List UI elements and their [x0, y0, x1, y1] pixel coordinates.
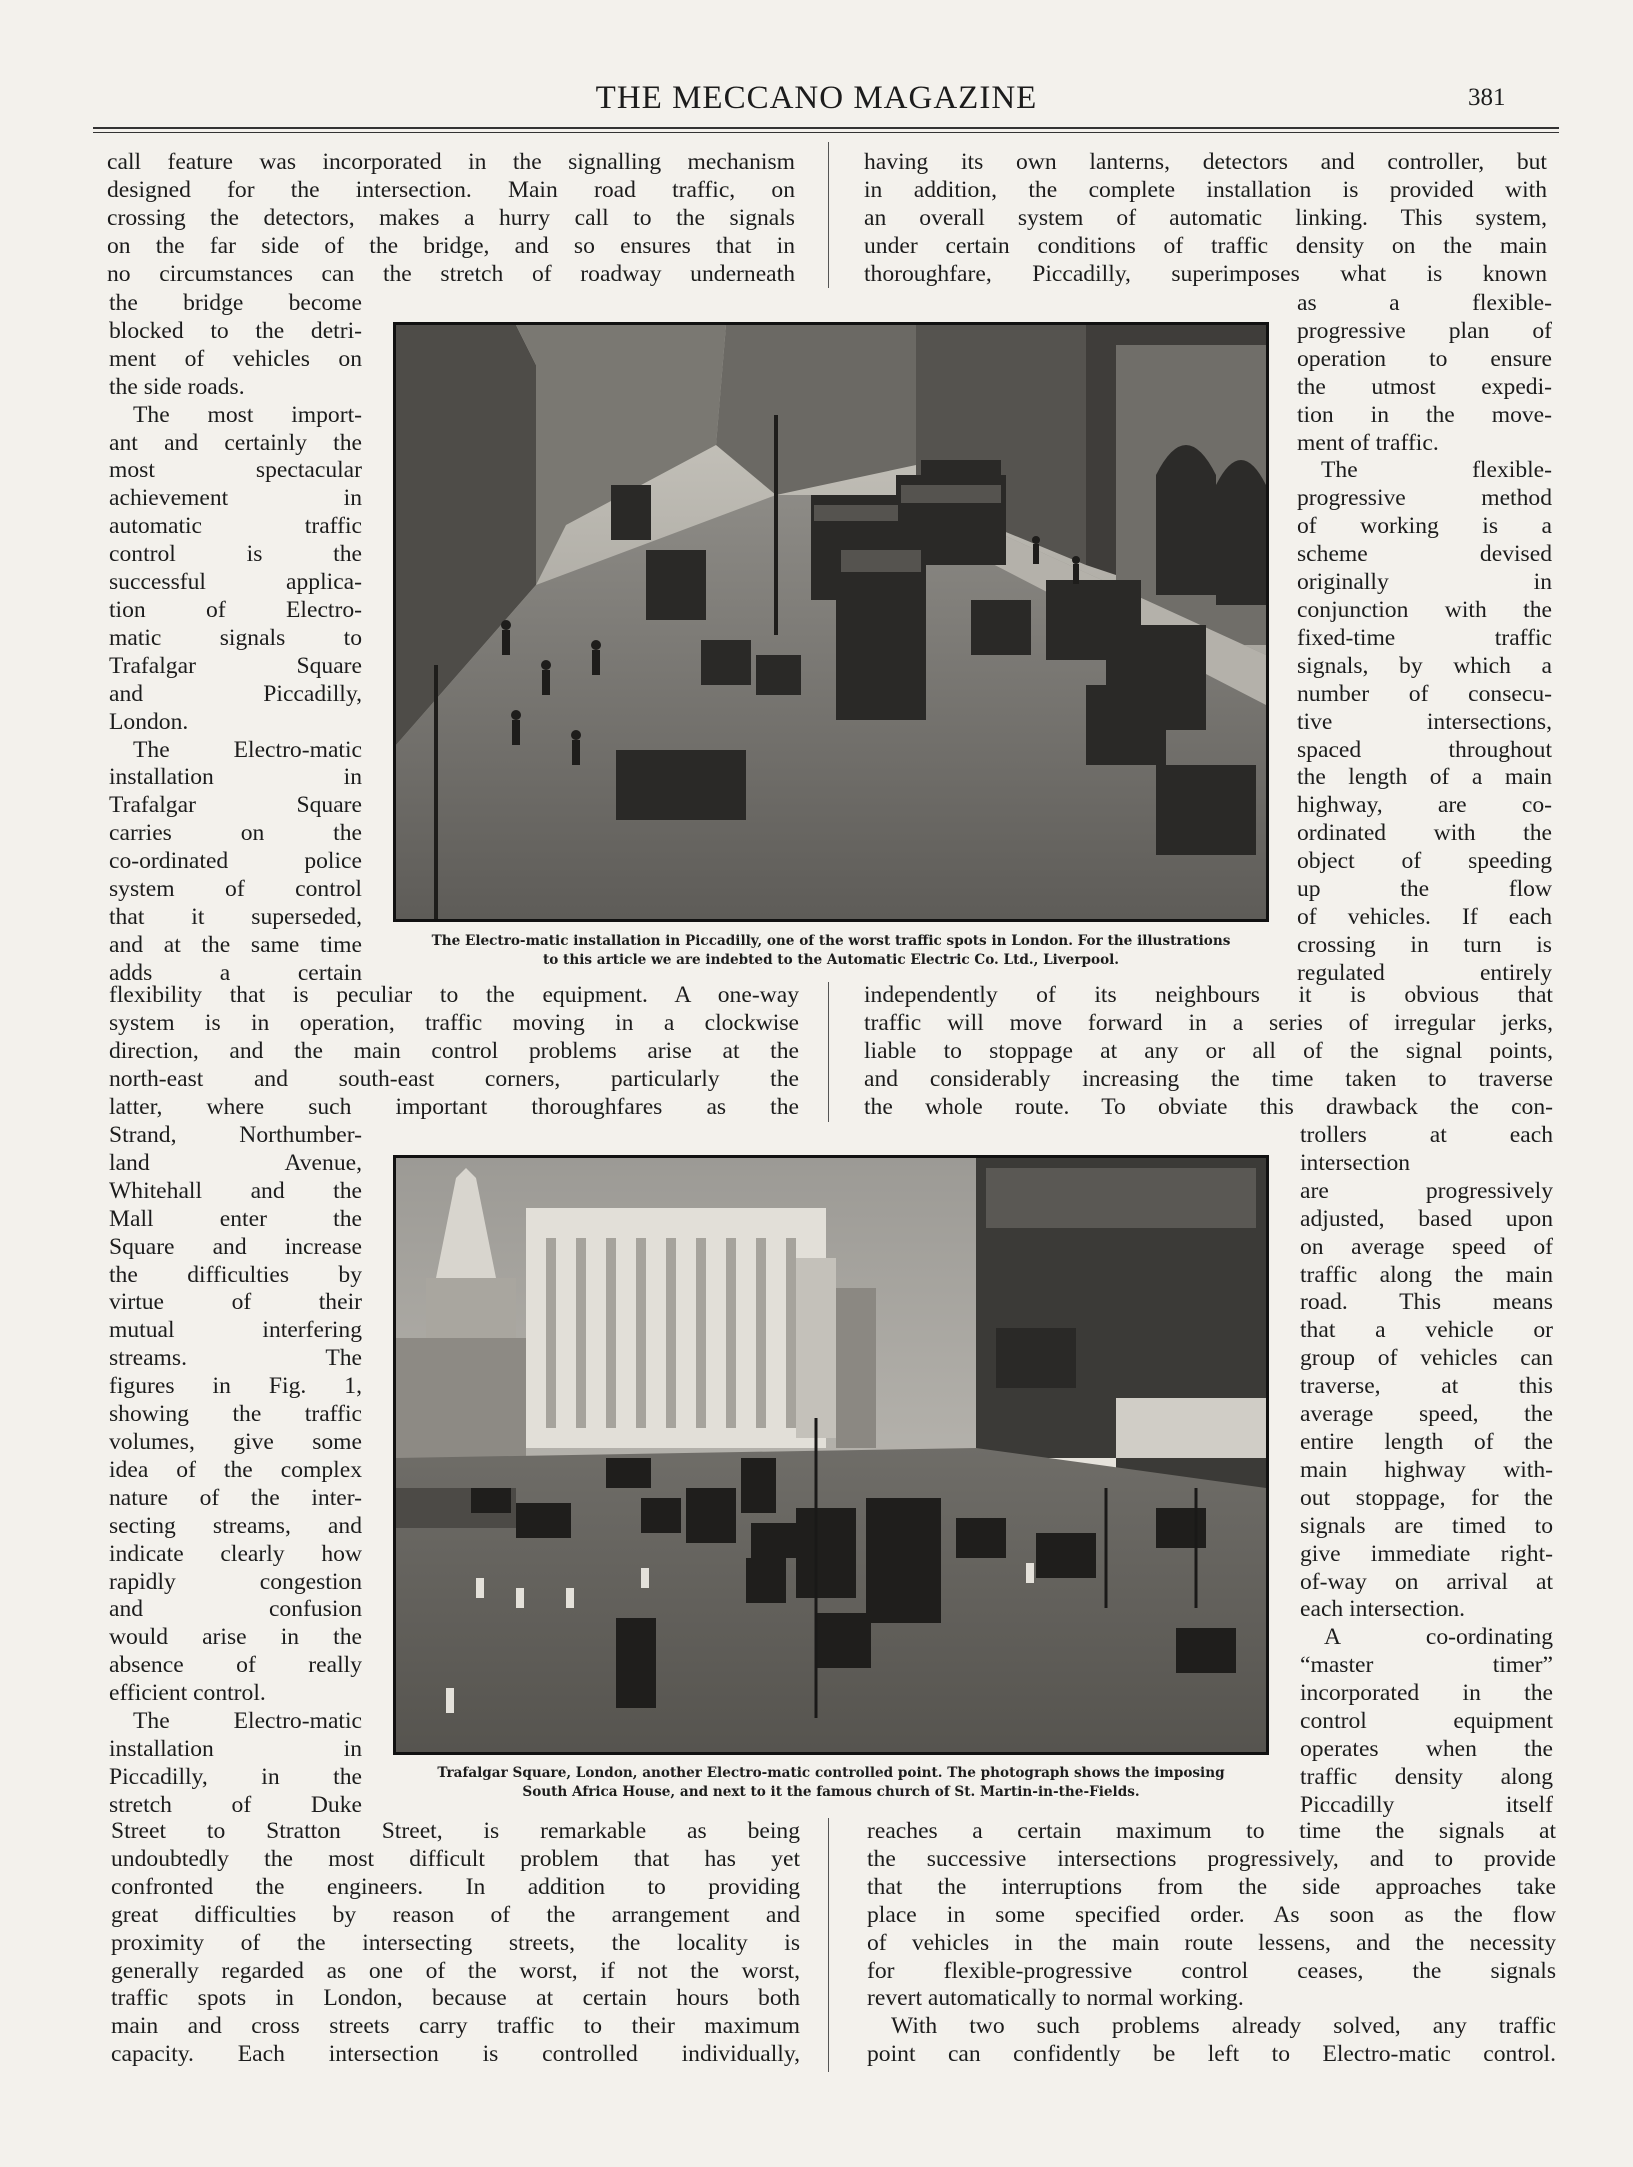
text-line: direction, and the main control problems arise at the — [109, 1037, 799, 1064]
text-line: Trafalgar Square — [109, 652, 362, 679]
text-line: matic signals to — [109, 624, 362, 651]
text-line: Square and increase — [109, 1233, 362, 1260]
text-top-right — [864, 149, 1547, 289]
header-rule-thin — [93, 132, 1559, 133]
text-line: Whitehall and the — [109, 1177, 362, 1204]
text-line: group of vehicles can — [1300, 1345, 1553, 1372]
text-line: tion of Electro- — [109, 596, 362, 623]
text-line: give immediate right- — [1300, 1540, 1553, 1567]
text-line: volumes, give some — [109, 1428, 362, 1455]
text-line: progressive method — [1297, 485, 1552, 512]
page-number: 381 — [1468, 84, 1506, 111]
text-line: efficient control. — [109, 1680, 266, 1707]
text-line: figures in Fig. 1, — [109, 1373, 362, 1400]
text-line: system is in operation, traffic moving in a clockwise — [109, 1009, 799, 1036]
text-line: traffic spots in London, because at certain hours both — [111, 1985, 800, 2012]
column-divider — [828, 982, 829, 1122]
caption-line: The Electro-matic installation in Piccadilly, one of the worst traffic spots in London. For the illustrations — [431, 933, 1231, 949]
text-line: operation to ensure — [1297, 345, 1552, 372]
text-line: system of control — [109, 876, 362, 903]
text-line: The flexible- — [1321, 457, 1552, 484]
caption-line: Trafalgar Square, London, another Electro-matic controlled point. The photograph shows the imposing — [437, 1765, 1225, 1781]
text-line: adjusted, based upon — [1300, 1205, 1553, 1232]
text-line: traffic along the main — [1300, 1261, 1553, 1288]
text-line: thoroughfare, Piccadilly, superimposes what is known — [864, 260, 1547, 287]
text-line: capacity. Each intersection is controlled individually, — [111, 2041, 800, 2068]
text-left-column-2 — [109, 1122, 362, 1820]
text-line: the utmost expedi- — [1297, 373, 1552, 400]
text-line: of vehicles. If each — [1297, 903, 1552, 930]
text-line: progressive plan of — [1297, 317, 1552, 344]
text-line: The Electro-matic — [133, 736, 362, 763]
text-line: main and cross streets carry traffic to their maximum — [111, 2013, 800, 2040]
text-line: the side roads. — [109, 373, 245, 400]
text-line: mutual interfering — [109, 1317, 362, 1344]
text-top-left — [107, 149, 795, 289]
piccadilly-street-image — [396, 325, 1266, 919]
photo-piccadilly — [393, 322, 1269, 922]
text-line: idea of the complex — [109, 1456, 362, 1483]
text-line: flexibility that is peculiar to the equipment. A one-way — [109, 982, 799, 1008]
text-line: highway, are co- — [1297, 792, 1552, 819]
text-line: independently of its neighbours it is obvious that — [864, 982, 1553, 1008]
text-line: on the far side of the bridge, and so ensures that in — [107, 232, 795, 259]
text-line: trollers at each — [1300, 1122, 1553, 1148]
text-line: no circumstances can the stretch of roadway underneath — [107, 260, 795, 287]
text-line: under certain conditions of traffic density on the main — [864, 232, 1547, 259]
text-line: scheme devised — [1297, 541, 1552, 568]
text-mid-left — [109, 982, 799, 1122]
text-line: each intersection. — [1300, 1596, 1466, 1623]
text-line: installation in — [109, 764, 362, 791]
text-line: ment of vehicles on — [109, 345, 362, 372]
text-line: generally regarded as one of the worst, if not the worst, — [111, 1957, 800, 1984]
text-line: in addition, the complete installation is provided with — [864, 176, 1547, 203]
text-line: blocked to the detri- — [109, 317, 362, 344]
text-line: ordinated with the — [1297, 820, 1552, 847]
text-line: adds a certain — [109, 959, 362, 986]
text-line: signals, by which a — [1297, 652, 1552, 679]
text-line: incorporated in the — [1300, 1680, 1553, 1707]
text-line: and Piccadilly, — [109, 680, 362, 707]
text-line: crossing the detectors, makes a hurry call to the signals — [107, 204, 795, 231]
text-line: intersection — [1300, 1149, 1411, 1176]
text-line: most spectacular — [109, 457, 362, 484]
text-line: designed for the intersection. Main road traffic, on — [107, 176, 795, 203]
text-line: tive intersections, — [1297, 708, 1552, 735]
text-line: Trafalgar Square — [109, 792, 362, 819]
text-right-column-2 — [1300, 1122, 1553, 1820]
text-line: ant and certainly the — [109, 429, 362, 456]
header-rule — [93, 127, 1559, 129]
caption-line: to this article we are indebted to the Automatic Electric Co. Ltd., Liverpool. — [542, 952, 1120, 968]
text-line: signals are timed to — [1300, 1512, 1553, 1539]
text-line: the successive intersections progressively, and to provide — [867, 1845, 1556, 1872]
text-line: carries on the — [109, 820, 362, 847]
text-line: Piccadilly itself — [1300, 1791, 1553, 1818]
text-line: object of speeding — [1297, 848, 1552, 875]
text-line: control equipment — [1300, 1708, 1553, 1735]
text-mid-right — [864, 982, 1553, 1122]
text-left-column-1 — [109, 290, 362, 988]
text-line: undoubtedly the most difficult problem that has yet — [111, 1845, 800, 1872]
text-line: of vehicles in the main route lessens, and the necessity — [867, 1929, 1556, 1956]
text-line: traverse, at this — [1300, 1373, 1553, 1400]
magazine-title: THE MECCANO MAGAZINE — [595, 80, 1038, 116]
text-line: that the interruptions from the side approaches take — [867, 1873, 1556, 1900]
text-line: “master timer” — [1300, 1652, 1553, 1679]
text-line: regulated entirely — [1297, 959, 1552, 986]
text-line: traffic will move forward in a series of irregular jerks, — [864, 1009, 1553, 1036]
text-line: great difficulties by reason of the arrangement and — [111, 1901, 800, 1928]
text-line: that a vehicle or — [1300, 1317, 1553, 1344]
text-line: call feature was incorporated in the signalling mechanism — [107, 149, 795, 175]
text-line: are progressively — [1300, 1177, 1553, 1204]
text-line: of working is a — [1297, 513, 1552, 540]
text-line: The most import- — [133, 401, 362, 428]
text-line: crossing in turn is — [1297, 931, 1552, 958]
column-divider — [828, 1818, 829, 2072]
text-line: With two such problems already solved, any traffic — [891, 2013, 1556, 2040]
text-line: out stoppage, for the — [1300, 1484, 1553, 1511]
text-line: Strand, Northumber- — [109, 1122, 362, 1148]
text-line: installation in — [109, 1735, 362, 1762]
text-line: automatic traffic — [109, 513, 362, 540]
text-line: place in some specified order. As soon as the flow — [867, 1901, 1556, 1928]
text-line: main highway with- — [1300, 1456, 1553, 1483]
text-line: and considerably increasing the time taken to traverse — [864, 1065, 1553, 1092]
text-line: the bridge become — [109, 290, 362, 316]
text-bottom-right — [867, 1818, 1556, 2069]
text-line: as a flexible- — [1297, 290, 1552, 316]
text-line: rapidly congestion — [109, 1568, 362, 1595]
text-line: absence of really — [109, 1652, 362, 1679]
text-line: operates when the — [1300, 1735, 1553, 1762]
text-line: Mall enter the — [109, 1205, 362, 1232]
text-line: tion in the move- — [1297, 401, 1552, 428]
text-line: point can confidently be left to Electro-matic control. — [867, 2041, 1556, 2068]
text-line: and confusion — [109, 1596, 362, 1623]
text-line: spaced throughout — [1297, 736, 1552, 763]
text-line: fixed-time traffic — [1297, 624, 1552, 651]
text-line: virtue of their — [109, 1289, 362, 1316]
text-line: entire length of the — [1300, 1428, 1553, 1455]
text-line: the length of a main — [1297, 764, 1552, 791]
text-line: ment of traffic. — [1297, 429, 1439, 456]
text-line: reaches a certain maximum to time the signals at — [867, 1818, 1556, 1844]
text-line: road. This means — [1300, 1289, 1553, 1316]
text-line: streams. The — [109, 1345, 362, 1372]
text-line: proximity of the intersecting streets, the locality is — [111, 1929, 800, 1956]
text-line: that it superseded, — [109, 903, 362, 930]
text-line: successful applica- — [109, 569, 362, 596]
column-divider — [828, 142, 829, 288]
text-line: achievement in — [109, 485, 362, 512]
text-line: showing the traffic — [109, 1401, 362, 1428]
text-line: traffic density along — [1300, 1763, 1553, 1790]
text-line: A co-ordinating — [1324, 1624, 1553, 1651]
text-line: average speed, the — [1300, 1401, 1553, 1428]
text-right-column-1 — [1297, 290, 1552, 988]
text-line: an overall system of automatic linking. This system, — [864, 204, 1547, 231]
photo-caption-1 — [393, 932, 1269, 970]
text-line: latter, where such important thoroughfares as the — [109, 1093, 799, 1120]
text-line: north-east and south-east corners, particularly the — [109, 1065, 799, 1092]
text-line: London. — [109, 708, 189, 735]
text-line: The Electro-matic — [133, 1708, 362, 1735]
photo-trafalgar-square — [393, 1155, 1269, 1755]
text-line: indicate clearly how — [109, 1540, 362, 1567]
text-line: liable to stoppage at any or all of the signal points, — [864, 1037, 1553, 1064]
text-line: would arise in the — [109, 1624, 362, 1651]
text-line: Piccadilly, in the — [109, 1763, 362, 1790]
text-line: the whole route. To obviate this drawback the con- — [864, 1093, 1553, 1120]
text-line: for flexible-progressive control ceases, the signals — [867, 1957, 1556, 1984]
text-line: control is the — [109, 541, 362, 568]
text-line: revert automatically to normal working. — [867, 1985, 1244, 2012]
text-line: originally in — [1297, 569, 1552, 596]
text-line: Street to Stratton Street, is remarkable as being — [111, 1818, 800, 1844]
text-line: land Avenue, — [109, 1149, 362, 1176]
text-line: conjunction with the — [1297, 596, 1552, 623]
text-line: having its own lanterns, detectors and controller, but — [864, 149, 1547, 175]
text-line: stretch of Duke — [109, 1791, 362, 1818]
text-line: nature of the inter- — [109, 1484, 362, 1511]
text-line: number of consecu- — [1297, 680, 1552, 707]
text-line: and at the same time — [109, 931, 362, 958]
text-line: co-ordinated police — [109, 848, 362, 875]
text-line: secting streams, and — [109, 1512, 362, 1539]
text-line: the difficulties by — [109, 1261, 362, 1288]
text-line: on average speed of — [1300, 1233, 1553, 1260]
text-bottom-left — [111, 1818, 800, 2069]
caption-line: South Africa House, and next to it the famous church of St. Martin-in-the-Fields. — [522, 1784, 1140, 1800]
text-line: up the flow — [1297, 876, 1552, 903]
text-line: confronted the engineers. In addition to providing — [111, 1873, 800, 1900]
trafalgar-square-image — [396, 1158, 1266, 1752]
text-line: of-way on arrival at — [1300, 1568, 1553, 1595]
photo-caption-2 — [393, 1764, 1269, 1802]
